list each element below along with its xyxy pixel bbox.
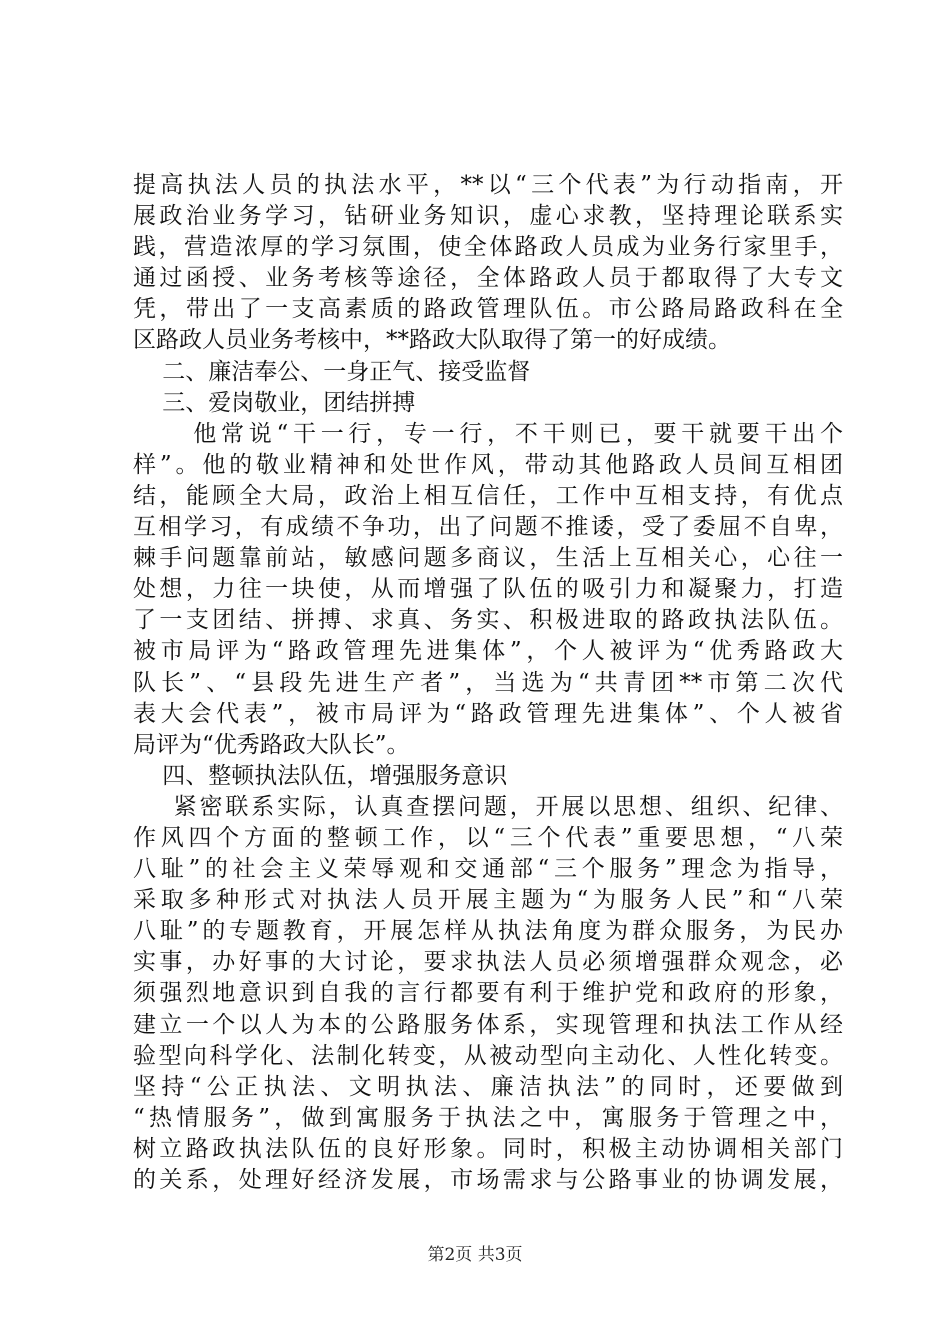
text-line: 坚持“公正执法、文明执法、廉洁执法”的同时，还要做到	[133, 1073, 843, 1100]
text-line: 处想，力往一块使，从而增强了队伍的吸引力和凝聚力，打造	[133, 576, 843, 603]
text-line: 验型向科学化、法制化转变，从被动型向主动化、人性化转变。	[133, 1042, 843, 1069]
text-line: 践，营造浓厚的学习氛围，使全体路政人员成为业务行家里手，	[133, 234, 843, 261]
text-line: 棘手问题靠前站，敏感问题多商议，生活上互相关心，心往一	[133, 545, 843, 572]
text-line: 须强烈地意识到自我的言行都要有利于维护党和政府的形象，	[133, 980, 843, 1007]
text-line: 树立路政执法队伍的良好形象。同时，积极主动协调相关部门	[133, 1135, 843, 1162]
text-line: 的关系，处理好经济发展，市场需求与公路事业的协调发展，	[133, 1167, 843, 1193]
text-line: 建立一个以人为本的公路服务体系，实现管理和执法工作从经	[133, 1011, 843, 1038]
section-heading: 二、廉洁奉公、一身正气、接受监督	[133, 358, 531, 385]
text-line: 互相学习，有成绩不争功，出了问题不推诿，受了委屈不自卑，	[133, 514, 843, 541]
section-heading: 四、整顿执法队伍，增强服务意识	[133, 762, 508, 789]
text-line: 凭，带出了一支高素质的路政管理队伍。市公路局路政科在全	[133, 296, 843, 323]
text-line: 采取多种形式对执法人员开展主题为“为服务人民”和“八荣	[133, 887, 843, 914]
text-line: “热情服务”，做到寓服务于执法之中，寓服务于管理之中，	[133, 1104, 843, 1131]
document-body	[133, 170, 843, 1196]
text-line: 局评为“优秀路政大队长”。	[133, 731, 410, 758]
text-line: 提高执法人员的执法水平，**以“三个代表”为行动指南，开	[133, 172, 843, 198]
text-line: 被市局评为“路政管理先进集体”，个人被评为“优秀路政大	[133, 638, 843, 665]
text-line: 队长”、“县段先进生产者”，当选为“共青团**市第二次代	[133, 669, 843, 696]
text-line: 样”。他的敬业精神和处世作风，带动其他路政人员间互相团	[133, 451, 843, 478]
text-line: 他常说“干一行，专一行，不干则已，要干就要干出个	[133, 420, 843, 447]
text-line: 结，能顾全大局，政治上相互信任，工作中互相支持，有优点	[133, 482, 843, 509]
page-number: 第2页 共3页	[427, 1245, 523, 1265]
text-line: 区路政人员业务考核中，**路政大队取得了第一的好成绩。	[133, 327, 731, 354]
text-line: 实事，办好事的大讨论，要求执法人员必须增强群众观念，必	[133, 949, 843, 976]
text-line: 八耻”的专题教育，开展怎样从执法角度为群众服务，为民办	[133, 918, 843, 945]
text-line: 表大会代表”，被市局评为“路政管理先进集体”、个人被省	[133, 700, 843, 727]
text-line: 紧密联系实际，认真查摆问题，开展以思想、组织、纪律、	[133, 793, 843, 820]
text-line: 了一支团结、拼搏、求真、务实、积极进取的路政执法队伍。	[133, 607, 843, 634]
text-line: 作风四个方面的整顿工作，以“三个代表”重要思想，“八荣	[133, 824, 843, 851]
text-line: 通过函授、业务考核等途径，全体路政人员于都取得了大专文	[133, 265, 843, 292]
text-line: 展政治业务学习，钻研业务知识，虚心求教，坚持理论联系实	[133, 203, 843, 230]
text-line: 八耻”的社会主义荣辱观和交通部“三个服务”理念为指导，	[133, 856, 843, 883]
section-heading: 三、爱岗敬业，团结拼搏	[133, 389, 416, 416]
